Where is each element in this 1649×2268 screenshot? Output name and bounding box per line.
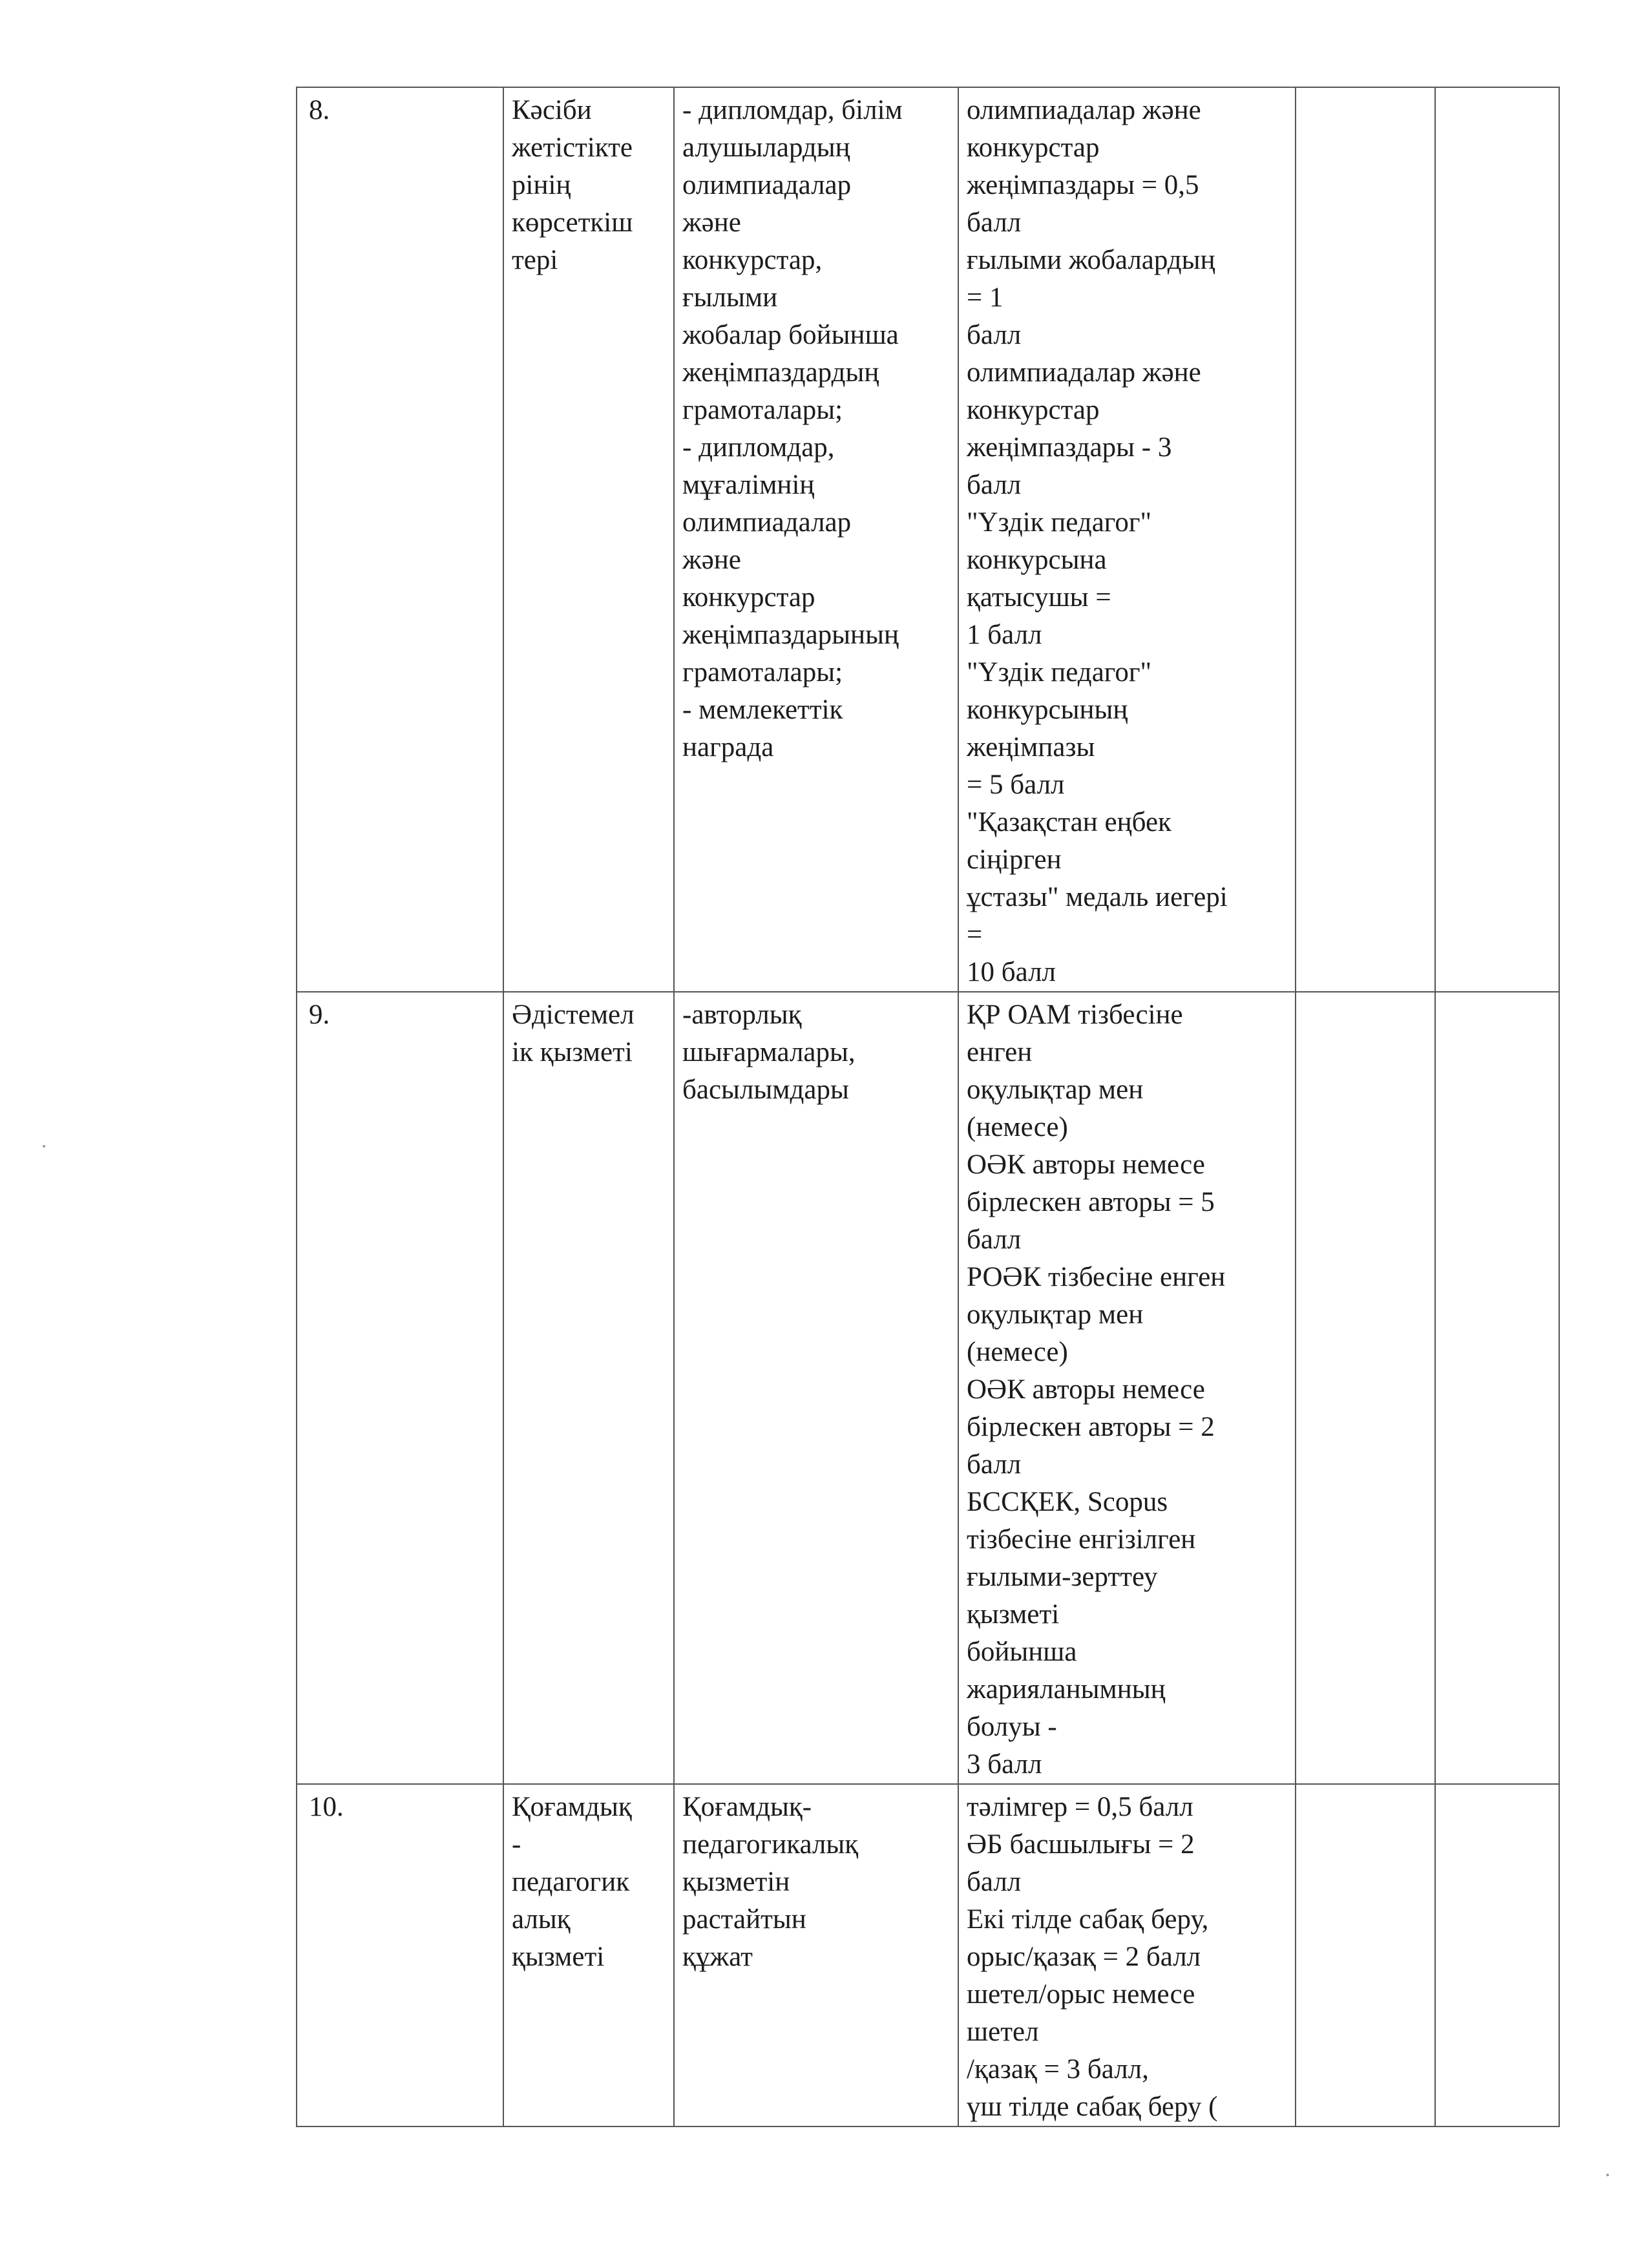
- row-number-cell: [297, 1784, 503, 2126]
- table-row: [297, 992, 1559, 1784]
- row-number: 10.: [309, 1792, 344, 1822]
- indicator-text: Әдістемел ік қызметі: [512, 1000, 635, 1067]
- evidence-text: -авторлық шығармалары, басылымдары: [682, 1000, 856, 1105]
- evidence-text: - дипломдар, білім алушылардың олимпиадалар және конкурстар, ғылыми жобалар бойынша жеңімпаздардың грамоталары; - дипломдар, мұғалімнің олимпиадалар және конкурстар жеңімпаздарының грамоталары; - мемлекеттік награда: [682, 95, 903, 762]
- points-cell: [958, 1784, 1296, 2126]
- indicator-cell: [503, 1784, 674, 2126]
- evidence-cell: [674, 87, 958, 992]
- empty-cell: [1296, 992, 1435, 1784]
- evidence-cell: [674, 1784, 958, 2126]
- table-row: [297, 1784, 1559, 2126]
- indicator-cell: [503, 992, 674, 1784]
- points-text: тәлімгер = 0,5 балл ӘБ басшылығы = 2 балл Екі тілде сабақ беру, орыс/қазақ = 2 балл шетел/орыс немесе шетел /қазақ = 3 балл, үш тілде сабақ беру (: [967, 1792, 1218, 2122]
- row-number-cell: [297, 992, 503, 1784]
- points-cell: [958, 87, 1296, 992]
- criteria-table: [296, 87, 1560, 2127]
- table-row: [297, 87, 1559, 992]
- points-cell: [958, 992, 1296, 1784]
- empty-cell: [1435, 87, 1559, 992]
- indicator-text: Қоғамдық - педагогик алық қызметі: [512, 1792, 632, 1972]
- empty-cell: [1435, 1784, 1559, 2126]
- scan-speck: [1606, 2174, 1609, 2176]
- empty-cell: [1296, 87, 1435, 992]
- points-text: ҚР ОАМ тізбесіне енген оқулықтар мен (немесе) ОӘК авторы немесе бірлескен авторы = 5 балл РОӘК тізбесіне енген оқулықтар мен (немесе) ОӘК авторы немесе бірлескен авторы = 2 балл БССҚЕК, Scopus тізбесіне енгізілген ғылыми-зерттеу қызметі бойынша жарияланымның болуы - 3 балл: [967, 1000, 1226, 1780]
- row-number: 9.: [309, 1000, 330, 1030]
- points-text: олимпиадалар және конкурстар жеңімпаздары = 0,5 балл ғылыми жобалардың = 1 балл олимпиадалар және конкурстар жеңімпаздары - 3 балл "Үздік педагог" конкурсына қатысушы = 1 балл "Үздік педагог" конкурсының жеңімпазы = 5 балл "Қазақстан еңбек сіңірген ұстазы" медаль иегері = 10 балл: [967, 95, 1228, 987]
- evidence-text: Қоғамдық- педагогикалық қызметін растайтын құжат: [682, 1792, 859, 1972]
- indicator-cell: [503, 87, 674, 992]
- empty-cell: [1296, 1784, 1435, 2126]
- row-number: 8.: [309, 95, 330, 125]
- indicator-text: Кәсіби жетістікте рінің көрсеткіш тері: [512, 95, 633, 275]
- evidence-cell: [674, 992, 958, 1784]
- row-number-cell: [297, 87, 503, 992]
- scan-speck: [43, 1145, 45, 1148]
- empty-cell: [1435, 992, 1559, 1784]
